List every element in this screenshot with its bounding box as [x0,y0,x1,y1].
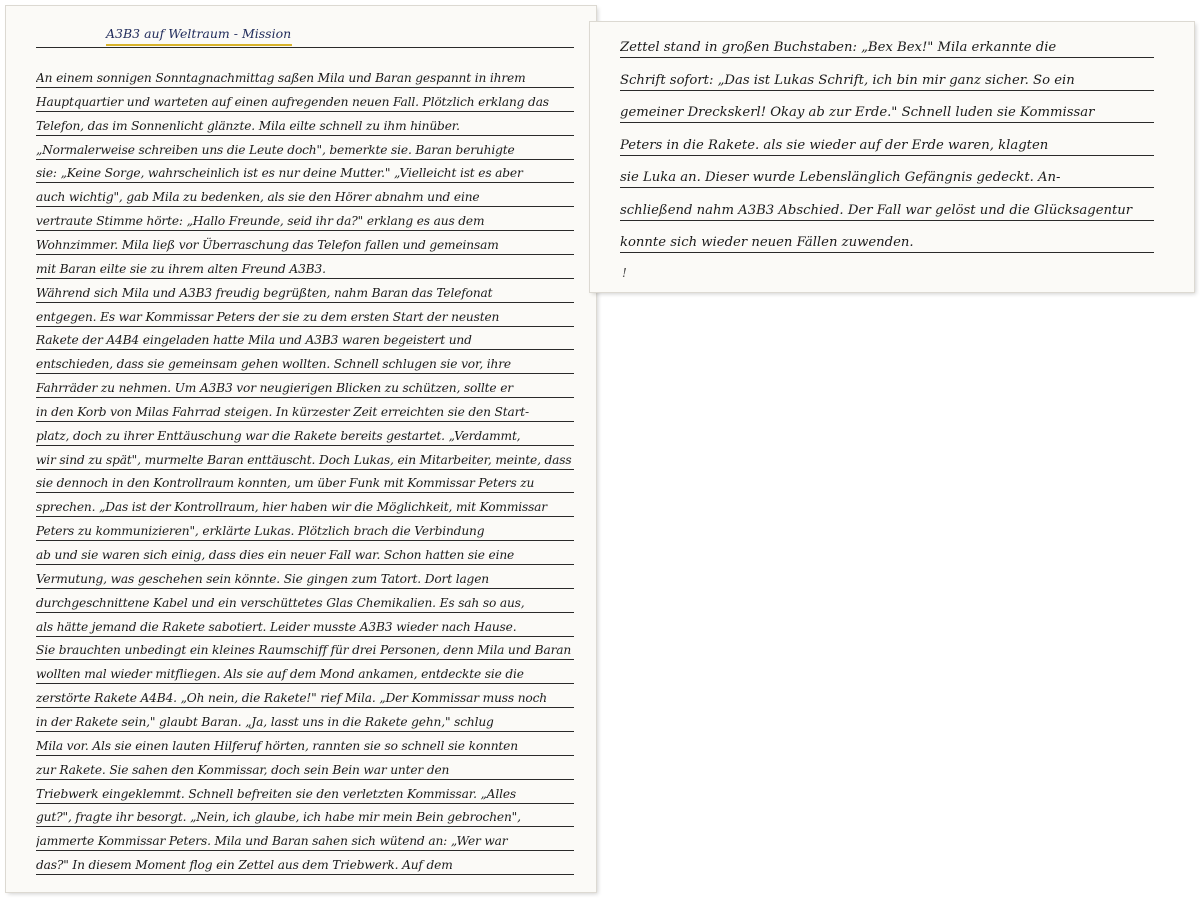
text-line: Rakete der A4B4 eingeladen hatte Mila und A3B3 waren begeistert und [36,328,574,350]
text-line: wollten mal wieder mitfliegen. Als sie auf dem Mond ankamen, entdeckte sie die [36,662,574,684]
text-line: gut?", fragte ihr besorgt. „Nein, ich glaube, ich habe mir mein Bein gebrochen", [36,805,574,827]
text-line: Schrift sofort: „Das ist Lukas Schrift, ich bin mir ganz sicher. So ein [620,69,1154,91]
text-line: auch wichtig", gab Mila zu bedenken, als sie den Hörer abnahm und eine [36,185,574,207]
text-line: wir sind zu spät", murmelte Baran enttäuscht. Doch Lukas, ein Mitarbeiter, meinte, dass [36,448,574,470]
title-underline [106,44,292,46]
text-line: platz, doch zu ihrer Enttäuschung war die Rakete bereits gestartet. „Verdammt, [36,424,574,446]
text-line: Mila vor. Als sie einen lauten Hilferuf hörten, rannten sie so schnell sie konnten [36,734,574,756]
text-line: vertraute Stimme hörte: „Hallo Freunde, seid ihr da?" erklang es aus dem [36,209,574,231]
text-line: in der Rakete sein," glaubt Baran. „Ja, lasst uns in die Rakete gehn," schlug [36,710,574,732]
story-title: A3B3 auf Weltraum - Mission [106,26,292,41]
text-line: zerstörte Rakete A4B4. „Oh nein, die Rakete!" rief Mila. „Der Kommissar muss noch [36,686,574,708]
text-line: gemeiner Dreckskerl! Okay ab zur Erde." Schnell luden sie Kommissar [620,101,1154,123]
text-line: Telefon, das im Sonnenlicht glänzte. Mila eilte schnell zu ihm hinüber. [36,114,574,136]
text-line: Zettel stand in großen Buchstaben: „Bex Bex!" Mila erkannte die [620,36,1154,58]
stray-mark: ! [622,266,627,280]
text-line: Wohnzimmer. Mila ließ vor Überraschung das Telefon fallen und gemeinsam [36,233,574,255]
text-line: durchgeschnittene Kabel und ein verschüttetes Glas Chemikalien. Es sah so aus, [36,591,574,613]
text-line: mit Baran eilte sie zu ihrem alten Freund A3B3. [36,257,574,279]
text-line: Sie brauchten unbedingt ein kleines Raumschiff für drei Personen, denn Mila und Baran [36,638,574,660]
title-rule [36,47,574,48]
text-line: sie dennoch in den Kontrollraum konnten, um über Funk mit Kommissar Peters zu [36,471,574,493]
text-line: sie Luka an. Dieser wurde Lebenslänglich Gefängnis gedeckt. An- [620,166,1154,188]
text-line: zur Rakete. Sie sahen den Kommissar, doch sein Bein war unter den [36,758,574,780]
text-line: „Normalerweise schreiben uns die Leute doch", bemerkte sie. Baran beruhigte [36,138,574,160]
text-line: ab und sie waren sich einig, dass dies ein neuer Fall war. Schon hatten sie eine [36,543,574,565]
text-line: Peters zu kommunizieren", erklärte Lukas. Plötzlich brach die Verbindung [36,519,574,541]
text-line: Peters in die Rakete. als sie wieder auf der Erde waren, klagten [620,134,1154,156]
text-line: konnte sich wieder neuen Fällen zuwenden. [620,231,1154,253]
text-line: entgegen. Es war Kommissar Peters der sie zu dem ersten Start der neusten [36,305,574,327]
text-line: Fahrräder zu nehmen. Um A3B3 vor neugierigen Blicken zu schützen, sollte er [36,376,574,398]
text-line: schließend nahm A3B3 Abschied. Der Fall war gelöst und die Glücksagentur [620,199,1154,221]
text-line: das?" In diesem Moment flog ein Zettel aus dem Triebwerk. Auf dem [36,853,574,875]
text-line: An einem sonnigen Sonntagnachmittag saßen Mila und Baran gespannt in ihrem [36,66,574,88]
left-page [6,6,596,892]
right-page [590,22,1194,292]
text-line: Hauptquartier und warteten auf einen aufregenden neuen Fall. Plötzlich erklang das [36,90,574,112]
text-line: jammerte Kommissar Peters. Mila und Baran sahen sich wütend an: „Wer war [36,829,574,851]
text-line: Triebwerk eingeklemmt. Schnell befreiten sie den verletzten Kommissar. „Alles [36,782,574,804]
text-line: als hätte jemand die Rakete sabotiert. Leider musste A3B3 wieder nach Hause. [36,615,574,637]
text-line: entschieden, dass sie gemeinsam gehen wollten. Schnell schlugen sie vor, ihre [36,352,574,374]
text-line: Während sich Mila und A3B3 freudig begrüßten, nahm Baran das Telefonat [36,281,574,303]
text-line: in den Korb von Milas Fahrrad steigen. In kürzester Zeit erreichten sie den Start- [36,400,574,422]
text-line: sprechen. „Das ist der Kontrollraum, hier haben wir die Möglichkeit, mit Kommissar [36,495,574,517]
text-line: Vermutung, was geschehen sein könnte. Sie gingen zum Tatort. Dort lagen [36,567,574,589]
text-line: sie: „Keine Sorge, wahrscheinlich ist es nur deine Mutter." „Vielleicht ist es aber [36,161,574,183]
